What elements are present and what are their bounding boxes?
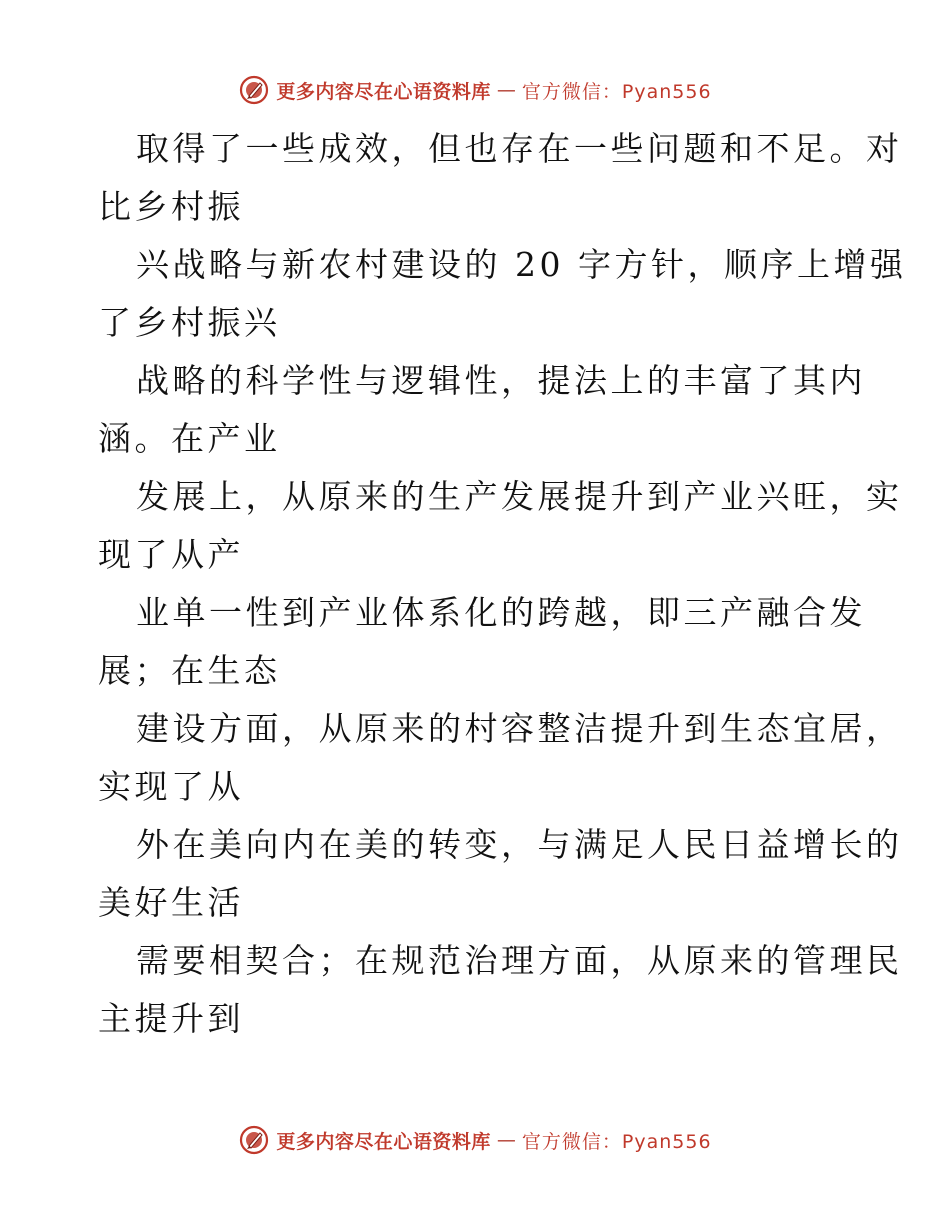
paragraph — [98, 120, 903, 236]
paragraph-tail-line: 美好生活 — [98, 883, 244, 922]
paragraph — [98, 236, 907, 352]
paragraph — [98, 352, 866, 468]
paragraph-lead-line: 战略的科学性与逻辑性，提法上的丰富了其内 — [136, 361, 866, 400]
header-banner-wechat: 官方微信：Pyan556 — [521, 80, 712, 103]
paragraph-lead-line: 发展上，从原来的生产发展提升到产业兴旺，实 — [136, 477, 903, 516]
footer-banner-separator: — — [496, 1129, 516, 1151]
header-watermark-banner — [0, 70, 950, 110]
paragraph — [98, 700, 903, 816]
footer-banner-text: 更多内容尽在心语资料库 — [276, 1130, 491, 1153]
paragraph-tail-line: 现了从产 — [98, 535, 244, 574]
paragraph-lead-line: 业单一性到产业体系化的跨越，即三产融合发 — [136, 593, 866, 632]
paragraph-tail-line: 涵。在产业 — [98, 419, 281, 458]
paragraph-tail-line: 了乡村振兴 — [98, 303, 281, 342]
paragraph-tail-line: 比乡村振 — [98, 187, 244, 226]
footer-banner-wechat: 官方微信：Pyan556 — [521, 1130, 712, 1153]
paragraph-lead-line: 取得了一些成效，但也存在一些问题和不足。对 — [136, 129, 903, 168]
paragraph-tail-line: 展；在生态 — [98, 651, 281, 690]
paragraph-tail-line: 主提升到 — [98, 999, 244, 1038]
paragraph — [98, 468, 903, 584]
paragraph — [98, 816, 903, 932]
paragraph — [98, 932, 903, 1048]
header-banner-separator: — — [496, 79, 516, 101]
paragraph-lead-line: 建设方面，从原来的村容整洁提升到生态宜居， — [136, 709, 903, 748]
footer-watermark-banner — [0, 1120, 950, 1160]
paragraph-lead-line: 兴战略与新农村建设的 20 字方针，顺序上增强 — [136, 245, 907, 284]
pen-nib-circle-icon — [238, 74, 270, 106]
paragraph-lead-line: 外在美向内在美的转变，与满足人民日益增长的 — [136, 825, 903, 864]
paragraph — [98, 584, 866, 700]
paragraph-lead-line: 需要相契合；在规范治理方面，从原来的管理民 — [136, 941, 903, 980]
header-banner-text: 更多内容尽在心语资料库 — [276, 80, 491, 103]
pen-nib-circle-icon — [238, 1124, 270, 1156]
document-body — [98, 120, 907, 1048]
paragraph-tail-line: 实现了从 — [98, 767, 244, 806]
